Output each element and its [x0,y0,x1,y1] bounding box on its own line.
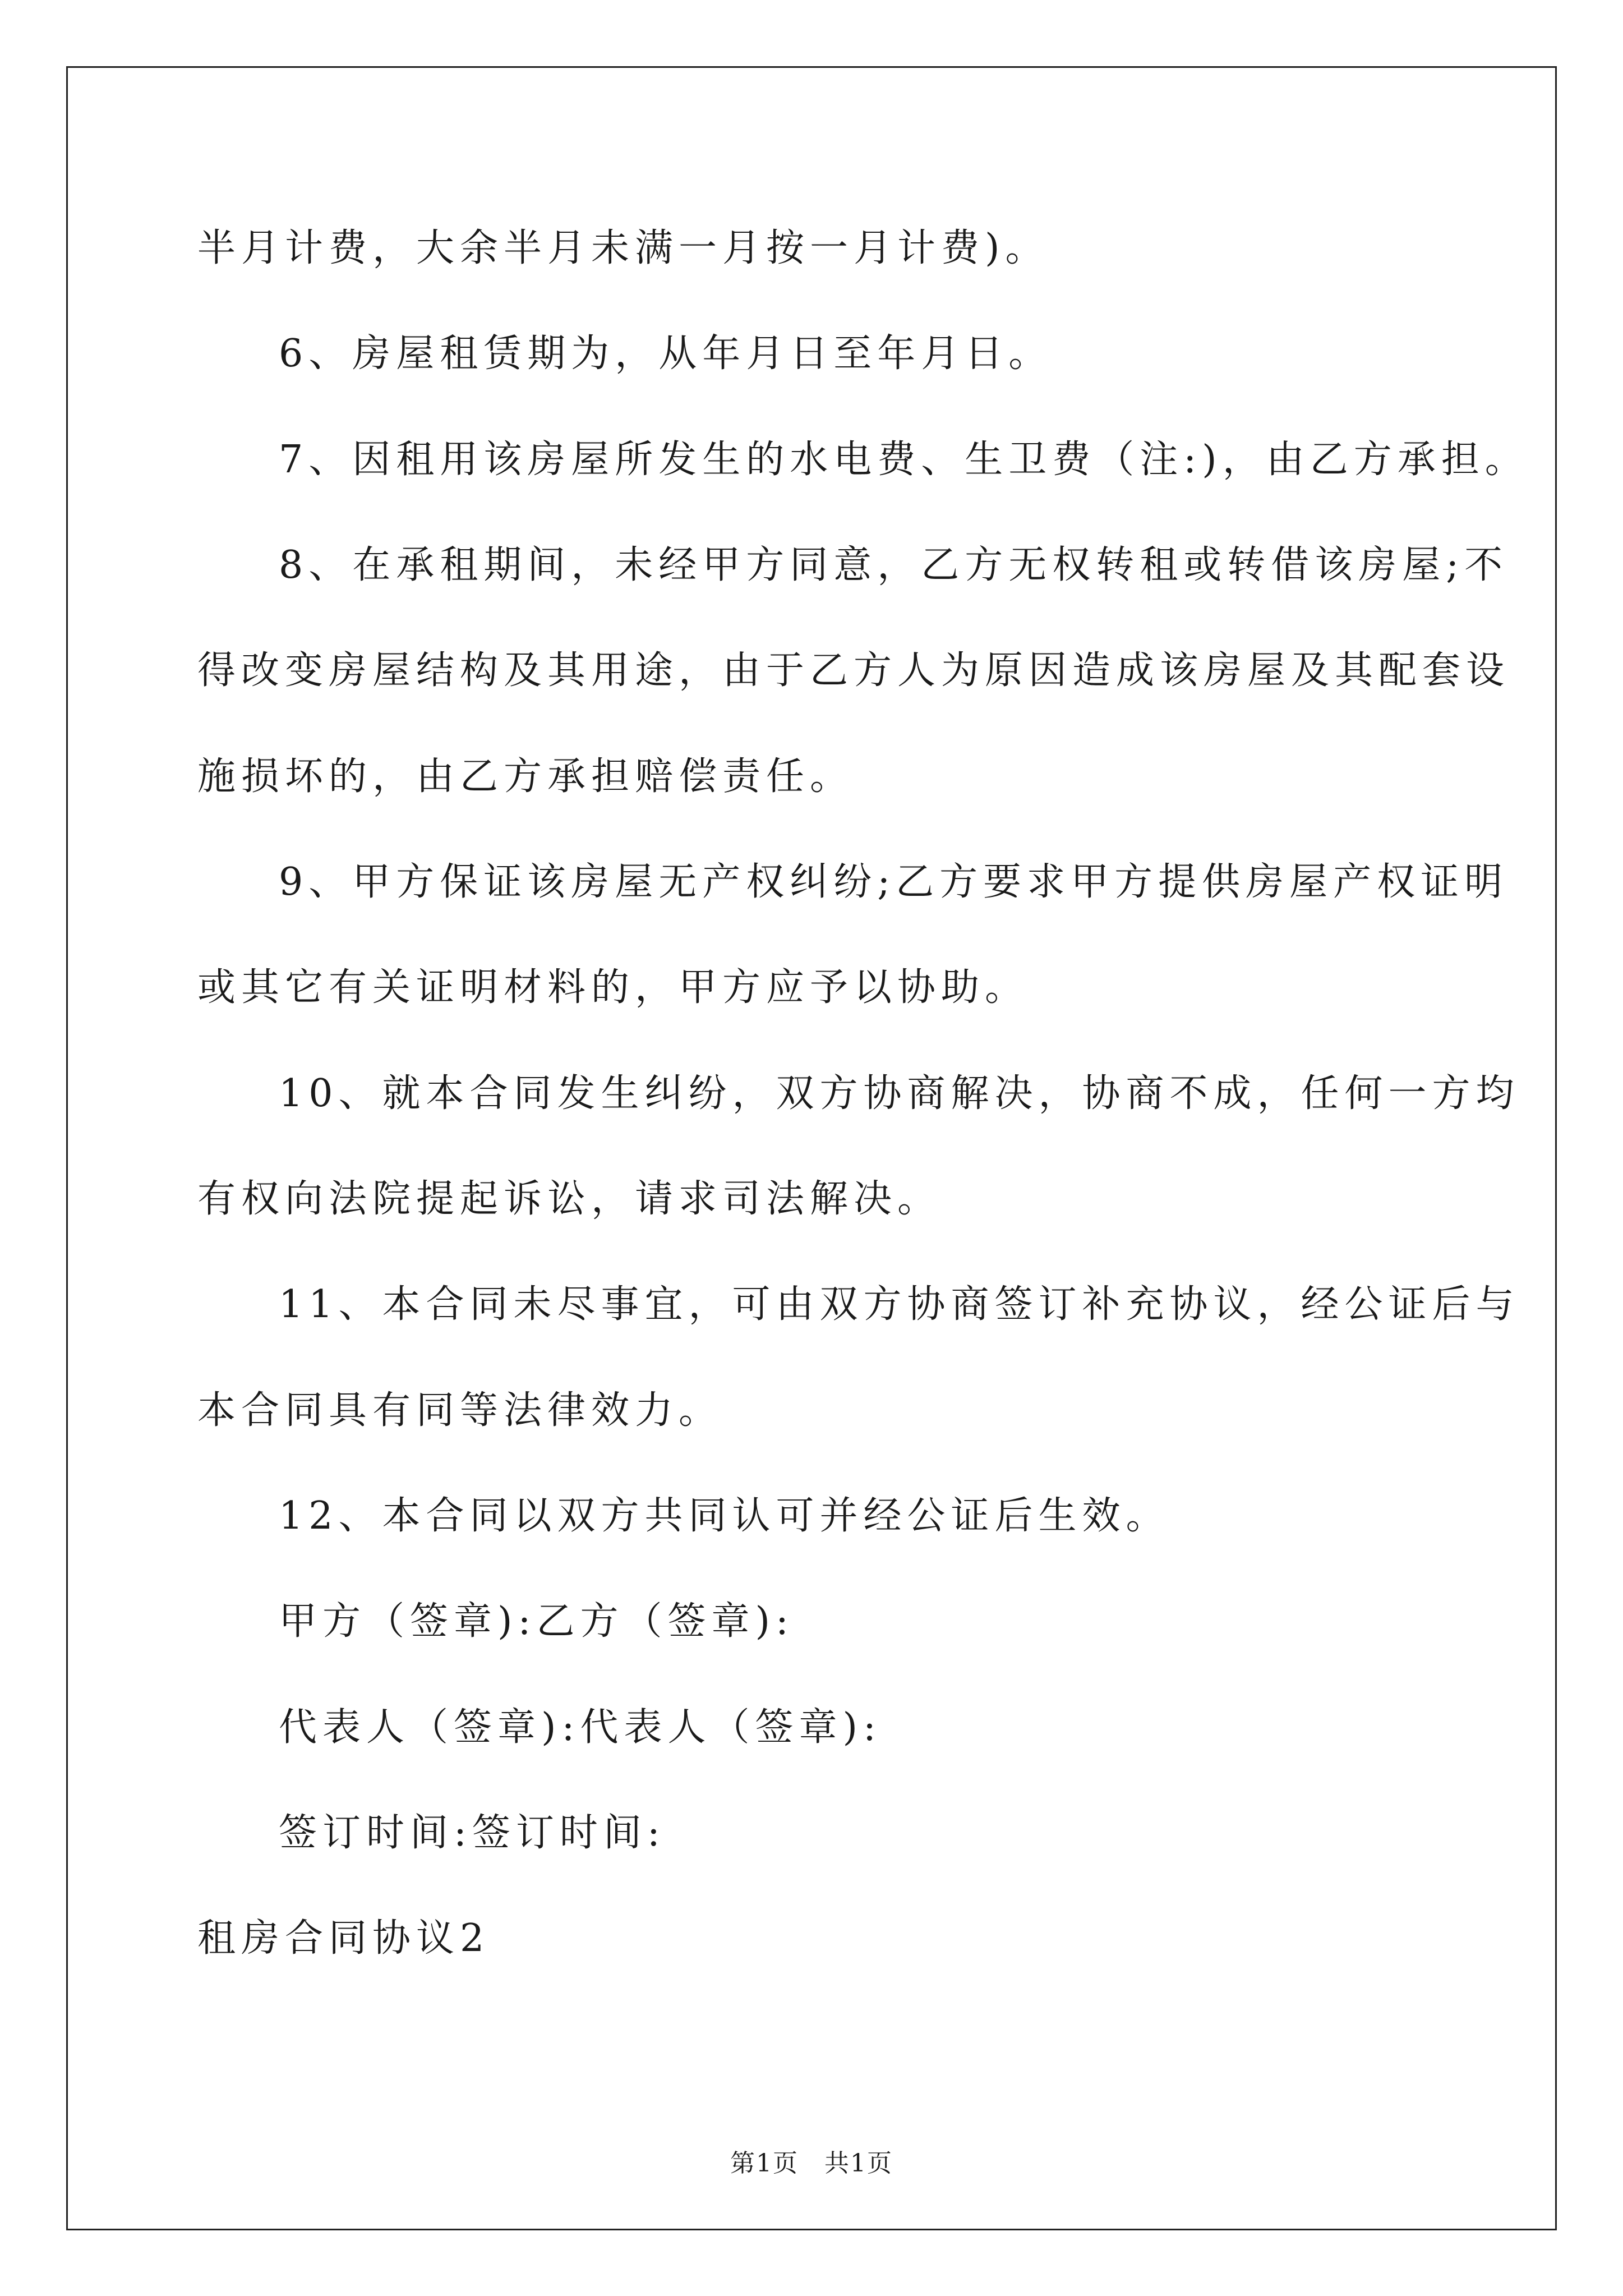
paragraph-line: 本合同具有同等法律效力。 [197,1388,723,1433]
paragraph-line: 有权向法院提起诉讼，请求司法解决。 [197,1177,942,1221]
paragraph-line: 9、甲方保证该房屋无产权纠纷;乙方要求甲方提供房屋产权证明 [279,860,1509,904]
paragraph-line: 或其它有关证明材料的，甲方应予以协助。 [197,965,1029,1010]
page-border [66,66,1557,2230]
paragraph-line: 8、在承租期间，未经甲方同意，乙方无权转租或转借该房屋;不 [279,543,1509,587]
paragraph-line: 10、就本合同发生纠纷，双方协商解决，协商不成，任何一方均 [279,1071,1520,1116]
paragraph-line: 得改变房屋结构及其用途，由于乙方人为原因造成该房屋及其配套设 [197,648,1510,693]
section-title: 租房合同协议2 [197,1916,490,1961]
signature-line-representative: 代表人（签章):代表人（签章): [279,1705,882,1750]
signature-line-party: 甲方（签章):乙方（签章): [279,1599,794,1644]
paragraph-line: 施损坏的，由乙方承担赔偿责任。 [197,754,854,799]
signature-line-date: 签订时间:签订时间: [279,1811,666,1855]
paragraph-line: 11、本合同未尽事宜，可由双方协商签订补充协议，经公证后与 [279,1282,1520,1327]
page-footer: 第1页 共1页 [730,2149,893,2178]
paragraph-line: 半月计费，大余半月未满一月按一月计费)。 [197,226,1049,270]
paragraph-line: 6、房屋租赁期为，从年月日至年月日。 [279,332,1053,376]
paragraph-line: 7、因租用该房屋所发生的水电费、生卫费（注:)，由乙方承担。 [279,438,1529,482]
paragraph-line: 12、本合同以双方共同认可并经公证后生效。 [279,1494,1170,1538]
